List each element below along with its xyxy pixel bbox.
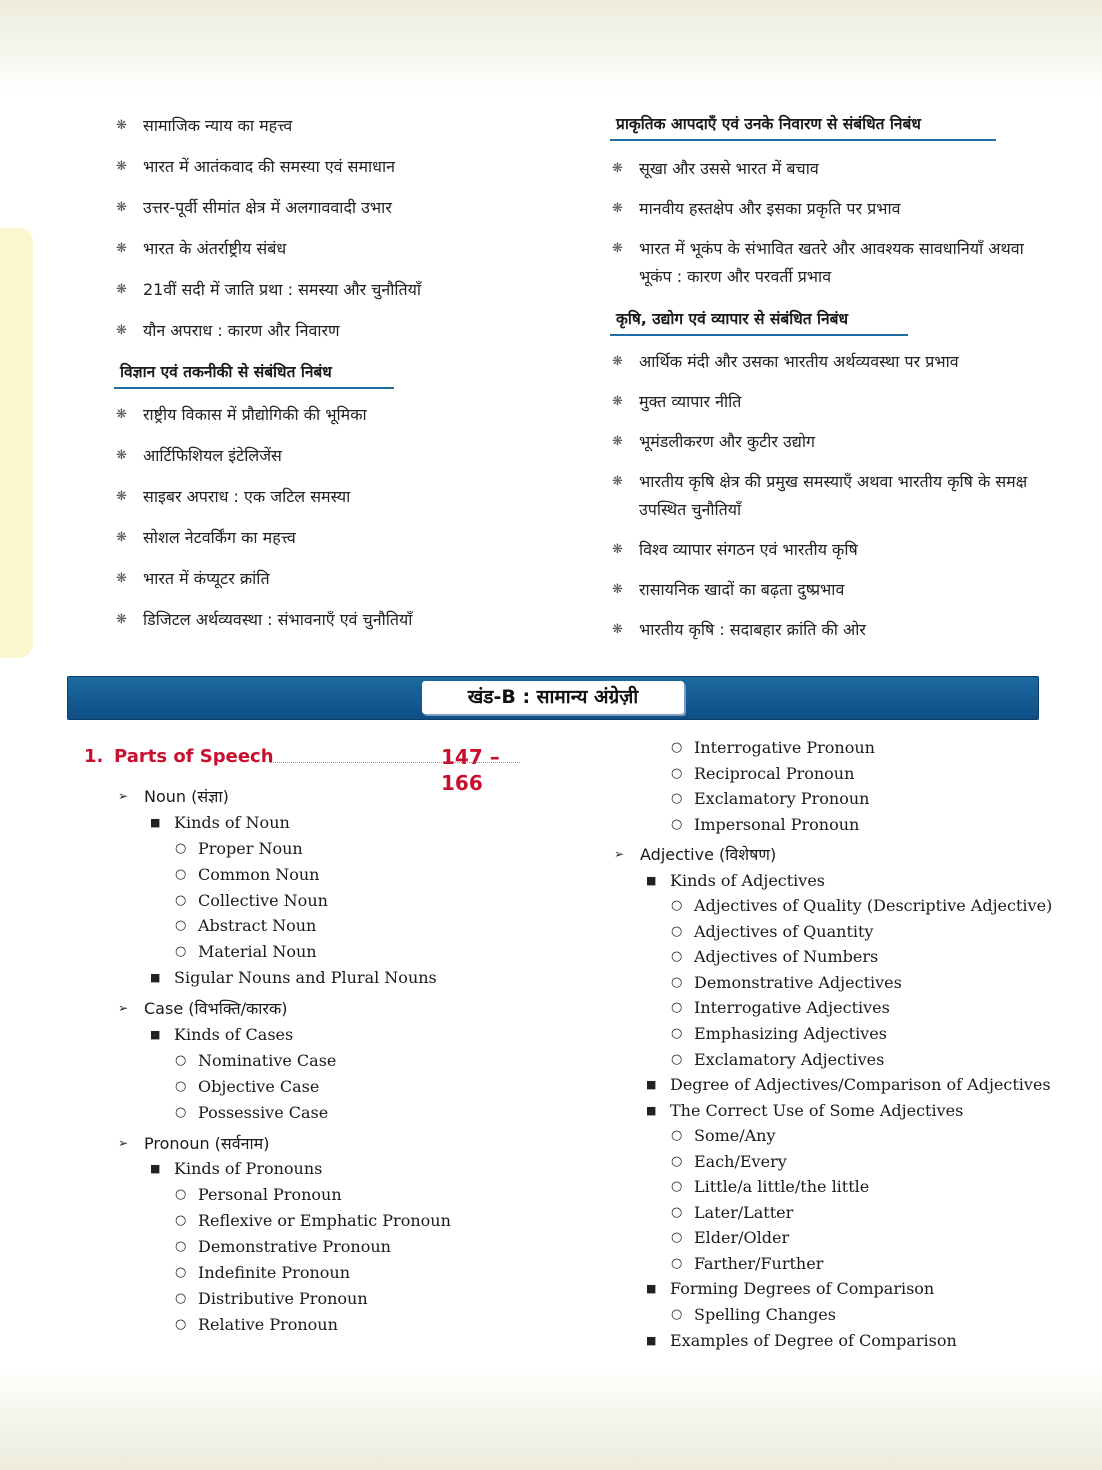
toc-entry-text: Reciprocal Pronoun (694, 763, 855, 783)
toc-entry-text: Kinds of Noun (174, 812, 290, 832)
square-bullet-icon: ■ (150, 1162, 161, 1176)
science-essay-item (116, 524, 586, 552)
toc-entry-text: Common Noun (198, 864, 320, 884)
circle-bullet-icon: ○ (671, 1051, 683, 1067)
disaster-essay-item (612, 235, 1052, 291)
circle-bullet-icon: ○ (671, 816, 683, 832)
agriculture-essay-item-text: आर्थिक मंदी और उसका भारतीय अर्थव्यवस्था पर प्रभाव (639, 352, 959, 371)
flower-bullet-icon: ❋ (612, 474, 623, 489)
toc-entry-text: Case (विभक्ति/कारक) (144, 999, 288, 1019)
circle-bullet-icon: ○ (671, 740, 683, 755)
science-essay-item-text: सोशल नेटवर्किंग का महत्त्व (143, 528, 296, 547)
page-top-shade (0, 0, 1102, 95)
circle-bullet-icon: ○ (671, 898, 683, 914)
toc-entry-text: Each/Every (694, 1151, 787, 1171)
science-essay-item (116, 401, 586, 429)
toc-level3-entry (118, 1312, 588, 1338)
toc-level3-entry (614, 919, 1084, 945)
toc-entry-text: Exclamatory Adjectives (694, 1049, 885, 1069)
social-essay-item-text: सामाजिक न्याय का महत्त्व (143, 116, 293, 135)
disaster-essay-item (612, 195, 1052, 223)
agriculture-section-heading: कृषि, उद्योग एवं व्यापार से संबंधित निबंध (610, 307, 908, 336)
toc-level3-entry (614, 893, 1084, 919)
toc-entry-text: Abstract Noun (198, 916, 317, 936)
circle-bullet-icon: ○ (671, 1026, 683, 1042)
toc-level3-entry (614, 1302, 1084, 1328)
agriculture-essay-item-text: मुक्त व्यापार नीति (639, 392, 742, 411)
agriculture-essay-item-text: रासायनिक खादों का बढ़ता दुष्प्रभाव (639, 580, 845, 599)
circle-bullet-icon: ○ (175, 1213, 187, 1229)
toc-entry-text: Emphasizing Adjectives (694, 1024, 887, 1044)
toc-entry-text: Adjectives of Quantity (694, 921, 874, 941)
toc-level3-entry (614, 812, 1084, 838)
flower-bullet-icon: ❋ (612, 394, 623, 409)
science-section-heading: विज्ञान एवं तकनीकी से संबंधित निबंध (114, 360, 394, 389)
social-essay-list (116, 112, 586, 345)
flower-bullet-icon: ❋ (116, 407, 127, 422)
science-essay-item (116, 565, 586, 593)
circle-bullet-icon: ○ (671, 1128, 683, 1144)
toc-level1-entry (118, 1131, 588, 1157)
toc-entry-text: Indefinite Pronoun (198, 1263, 351, 1283)
toc-level3-entry (118, 1234, 588, 1260)
toc-level3-entry (118, 1048, 588, 1074)
science-essay-item-text: आर्टिफिशियल इंटेलिजेंस (143, 446, 282, 465)
circle-bullet-icon: ○ (671, 1255, 683, 1271)
agriculture-essay-item-text: भारतीय कृषि क्षेत्र की प्रमुख समस्याएँ अथवा भारतीय कृषि के समक्ष उपस्थित चुनौतियाँ (639, 472, 1028, 519)
toc-entry-text: Exclamatory Pronoun (694, 789, 870, 809)
circle-bullet-icon: ○ (671, 1307, 683, 1323)
page-side-tab (0, 228, 33, 658)
flower-bullet-icon: ❋ (116, 241, 127, 256)
flower-bullet-icon: ❋ (612, 241, 623, 256)
toc-entry-text: Spelling Changes (694, 1305, 836, 1325)
circle-bullet-icon: ○ (175, 866, 187, 882)
flower-bullet-icon: ❋ (116, 159, 127, 174)
circle-bullet-icon: ○ (671, 765, 683, 781)
toc-level3-entry (614, 1021, 1084, 1047)
flower-bullet-icon: ❋ (612, 201, 623, 216)
circle-bullet-icon: ○ (671, 1230, 683, 1246)
circle-bullet-icon: ○ (671, 1204, 683, 1220)
toc-entry-text: Kinds of Cases (174, 1025, 294, 1045)
flower-bullet-icon: ❋ (612, 582, 623, 597)
toc-entry-text: Kinds of Pronouns (174, 1159, 323, 1179)
toc-level3-entry (614, 1123, 1084, 1149)
toc-level3-entry (614, 735, 1084, 761)
social-essay-item (116, 276, 586, 304)
toc-entry-text: Farther/Further (694, 1253, 824, 1273)
toc-entry-text: Objective Case (198, 1076, 320, 1096)
toc-entry-text: Noun (संज्ञा) (144, 787, 229, 806)
toc-level2-entry (118, 1156, 588, 1182)
arrow-bullet-icon: ➢ (118, 1135, 129, 1150)
toc-level2-entry (118, 810, 588, 836)
toc-entry-text: Relative Pronoun (198, 1314, 338, 1334)
disaster-essay-item-text: सूखा और उससे भारत में बचाव (639, 159, 819, 178)
flower-bullet-icon: ❋ (612, 354, 623, 369)
flower-bullet-icon: ❋ (116, 530, 127, 545)
toc-entry-text: Personal Pronoun (198, 1185, 342, 1205)
science-essay-item (116, 483, 586, 511)
circle-bullet-icon: ○ (671, 949, 683, 965)
toc-entry-text: The Correct Use of Some Adjectives (670, 1100, 964, 1120)
agriculture-essay-item-text: भूमंडलीकरण और कुटीर उद्योग (639, 432, 815, 451)
social-essay-item (116, 112, 586, 140)
page-bottom-shade (0, 1365, 1102, 1470)
arrow-bullet-icon: ➢ (118, 1001, 129, 1016)
toc-level3-entry (614, 1174, 1084, 1200)
circle-bullet-icon: ○ (175, 1290, 187, 1306)
toc-entry-text: Examples of Degree of Comparison (670, 1330, 957, 1350)
square-bullet-icon: ■ (646, 1078, 657, 1092)
flower-bullet-icon: ❋ (116, 489, 127, 504)
circle-bullet-icon: ○ (175, 1187, 187, 1203)
toc-level1-entry (118, 784, 588, 810)
circle-bullet-icon: ○ (671, 974, 683, 990)
circle-bullet-icon: ○ (671, 791, 683, 807)
toc-column-right (614, 735, 1084, 1353)
agriculture-essay-list (612, 348, 1052, 644)
disaster-essay-item-text: भारत में भूकंप के संभावित खतरे और आवश्यक सावधानियाँ अथवा भूकंप : कारण और परवर्ती प्रभाव (639, 239, 1024, 286)
science-essay-item-text: साइबर अपराध : एक जटिल समस्या (143, 487, 351, 506)
flower-bullet-icon: ❋ (612, 622, 623, 637)
agriculture-essay-item (612, 576, 1052, 604)
circle-bullet-icon: ○ (175, 840, 187, 856)
toc-level3-entry (614, 944, 1084, 970)
toc-level3-entry (614, 970, 1084, 996)
circle-bullet-icon: ○ (175, 892, 187, 908)
toc-entry-text: Adjectives of Numbers (694, 947, 879, 967)
toc-level2-entry (614, 1098, 1084, 1124)
hindi-column-right (612, 112, 1052, 656)
toc-entry-text: Pronoun (सर्वनाम) (144, 1133, 270, 1153)
social-essay-item (116, 153, 586, 181)
toc-entry-text: Possessive Case (198, 1102, 329, 1122)
science-essay-item (116, 442, 586, 470)
arrow-bullet-icon: ➢ (614, 847, 625, 862)
toc-level3-entry (118, 1286, 588, 1312)
toc-level3-entry (614, 1149, 1084, 1175)
toc-entry-text: Proper Noun (198, 838, 303, 858)
toc-entry-text: Forming Degrees of Comparison (670, 1279, 935, 1299)
square-bullet-icon: ■ (646, 1333, 657, 1347)
flower-bullet-icon: ❋ (116, 571, 127, 586)
toc-entry-text: Material Noun (198, 942, 317, 962)
toc-level3-entry (614, 1225, 1084, 1251)
flower-bullet-icon: ❋ (612, 542, 623, 557)
toc-entry-text: Sigular Nouns and Plural Nouns (174, 968, 437, 988)
flower-bullet-icon: ❋ (116, 612, 127, 627)
toc-entry-text: Degree of Adjectives/Comparison of Adjectives (670, 1075, 1051, 1095)
toc-entry-text: Some/Any (694, 1126, 776, 1146)
flower-bullet-icon: ❋ (116, 282, 127, 297)
social-essay-item-text: उत्तर-पूर्वी सीमांत क्षेत्र में अलगाववादी उभार (143, 198, 392, 217)
toc-level3-entry (118, 939, 588, 965)
toc-entry-text: Collective Noun (198, 890, 328, 910)
toc-entry-text: Demonstrative Pronoun (198, 1237, 391, 1257)
science-essay-item (116, 606, 586, 634)
agriculture-essay-item (612, 536, 1052, 564)
science-essay-item-text: राष्ट्रीय विकास में प्रौद्योगिकी की भूमिका (143, 405, 367, 424)
circle-bullet-icon: ○ (175, 1265, 187, 1281)
toc-entry-text: Elder/Older (694, 1228, 790, 1248)
circle-bullet-icon: ○ (671, 1179, 683, 1195)
toc-entry-text: Little/a little/the little (694, 1177, 870, 1197)
social-essay-item-text: 21वीं सदी में जाति प्रथा : समस्या और चुनौतियाँ (143, 280, 422, 299)
hindi-column-left (116, 112, 586, 647)
toc-level2-entry (614, 1276, 1084, 1302)
arrow-bullet-icon: ➢ (118, 789, 129, 803)
agriculture-essay-item-text: विश्व व्यापार संगठन एवं भारतीय कृषि (639, 540, 858, 559)
disaster-section-heading: प्राकृतिक आपदाएँ एवं उनके निवारण से संबंधित निबंध (610, 112, 996, 141)
circle-bullet-icon: ○ (175, 918, 187, 934)
social-essay-item-text: भारत में आतंकवाद की समस्या एवं समाधान (143, 157, 396, 176)
toc-entry-text: Reflexive or Emphatic Pronoun (198, 1211, 451, 1231)
toc-level3-entry (118, 1182, 588, 1208)
science-essay-item-text: डिजिटल अर्थव्यवस्था : संभावनाएँ एवं चुनौतियाँ (143, 610, 413, 629)
chapter-title: Parts of Speech (114, 746, 274, 767)
flower-bullet-icon: ❋ (612, 434, 623, 449)
toc-level1-entry (118, 996, 588, 1022)
agriculture-essay-item (612, 428, 1052, 456)
circle-bullet-icon: ○ (175, 944, 187, 960)
circle-bullet-icon: ○ (671, 1153, 683, 1169)
toc-level2-entry (118, 1022, 588, 1048)
toc-entry-text: Adjectives of Quality (Descriptive Adjective) (694, 896, 1053, 916)
toc-level3-entry (614, 1251, 1084, 1277)
toc-level3-entry (118, 1100, 588, 1126)
agriculture-essay-item-text: भारतीय कृषि : सदाबहार क्रांति की ओर (639, 620, 866, 639)
agriculture-essay-item (612, 388, 1052, 416)
chapter-number: 1. (84, 746, 104, 767)
circle-bullet-icon: ○ (175, 1104, 187, 1120)
toc-entry-text: Nominative Case (198, 1050, 337, 1070)
square-bullet-icon: ■ (150, 1028, 161, 1042)
toc-level2-entry (614, 1328, 1084, 1354)
disaster-essay-list (612, 155, 1052, 291)
social-essay-item (116, 235, 586, 263)
toc-level3-entry (118, 888, 588, 914)
toc-level3-entry (118, 913, 588, 939)
toc-level3-entry (118, 836, 588, 862)
circle-bullet-icon: ○ (175, 1078, 187, 1094)
flower-bullet-icon: ❋ (116, 118, 127, 133)
toc-level2-entry (614, 868, 1084, 894)
toc-level3-entry (614, 1200, 1084, 1226)
flower-bullet-icon: ❋ (116, 448, 127, 463)
flower-bullet-icon: ❋ (116, 200, 127, 215)
square-bullet-icon: ■ (646, 873, 657, 887)
section-banner-title: खंड-B : सामान्य अंग्रेज़ी (422, 681, 684, 714)
toc-entry-text: Distributive Pronoun (198, 1288, 368, 1308)
science-essay-list (116, 401, 586, 634)
toc-level3-entry (118, 1260, 588, 1286)
circle-bullet-icon: ○ (671, 1000, 683, 1016)
toc-level3-entry (614, 786, 1084, 812)
toc-entry-text: Adjective (विशेषण) (640, 845, 777, 865)
toc-column-left (118, 784, 588, 1338)
square-bullet-icon: ■ (150, 815, 161, 829)
social-essay-item (116, 194, 586, 222)
toc-entry-text: Impersonal Pronoun (694, 814, 860, 834)
flower-bullet-icon: ❋ (116, 323, 127, 338)
agriculture-essay-item (612, 468, 1052, 524)
toc-level3-entry (118, 1208, 588, 1234)
agriculture-essay-item (612, 616, 1052, 644)
toc-level1-entry (614, 842, 1084, 868)
toc-level3-entry (118, 1074, 588, 1100)
toc-level2-entry (614, 1072, 1084, 1098)
toc-entry-text: Later/Latter (694, 1202, 794, 1222)
toc-entry-text: Kinds of Adjectives (670, 870, 826, 890)
toc-entry-text: Demonstrative Adjectives (694, 972, 902, 992)
chapter-pages: 147 – 166 (441, 745, 500, 795)
toc-level3-entry (614, 1047, 1084, 1073)
square-bullet-icon: ■ (646, 1282, 657, 1296)
science-essay-item-text: भारत में कंप्यूटर क्रांति (143, 569, 270, 588)
social-essay-item-text: भारत के अंतर्राष्ट्रीय संबंध (143, 239, 287, 258)
flower-bullet-icon: ❋ (612, 161, 623, 176)
circle-bullet-icon: ○ (175, 1316, 187, 1332)
circle-bullet-icon: ○ (175, 1052, 187, 1068)
agriculture-essay-item (612, 348, 1052, 376)
toc-level2-entry (118, 965, 588, 991)
toc-level3-entry (614, 995, 1084, 1021)
circle-bullet-icon: ○ (175, 1239, 187, 1255)
toc-level3-entry (118, 862, 588, 888)
social-essay-item (116, 317, 586, 345)
square-bullet-icon: ■ (150, 971, 161, 985)
disaster-essay-item-text: मानवीय हस्तक्षेप और इसका प्रकृति पर प्रभाव (639, 199, 901, 218)
disaster-essay-item (612, 155, 1052, 183)
square-bullet-icon: ■ (646, 1103, 657, 1117)
toc-level3-entry (614, 761, 1084, 787)
toc-entry-text: Interrogative Adjectives (694, 998, 890, 1018)
toc-entry-text: Interrogative Pronoun (694, 738, 875, 757)
circle-bullet-icon: ○ (671, 923, 683, 939)
social-essay-item-text: यौन अपराध : कारण और निवारण (143, 321, 340, 340)
